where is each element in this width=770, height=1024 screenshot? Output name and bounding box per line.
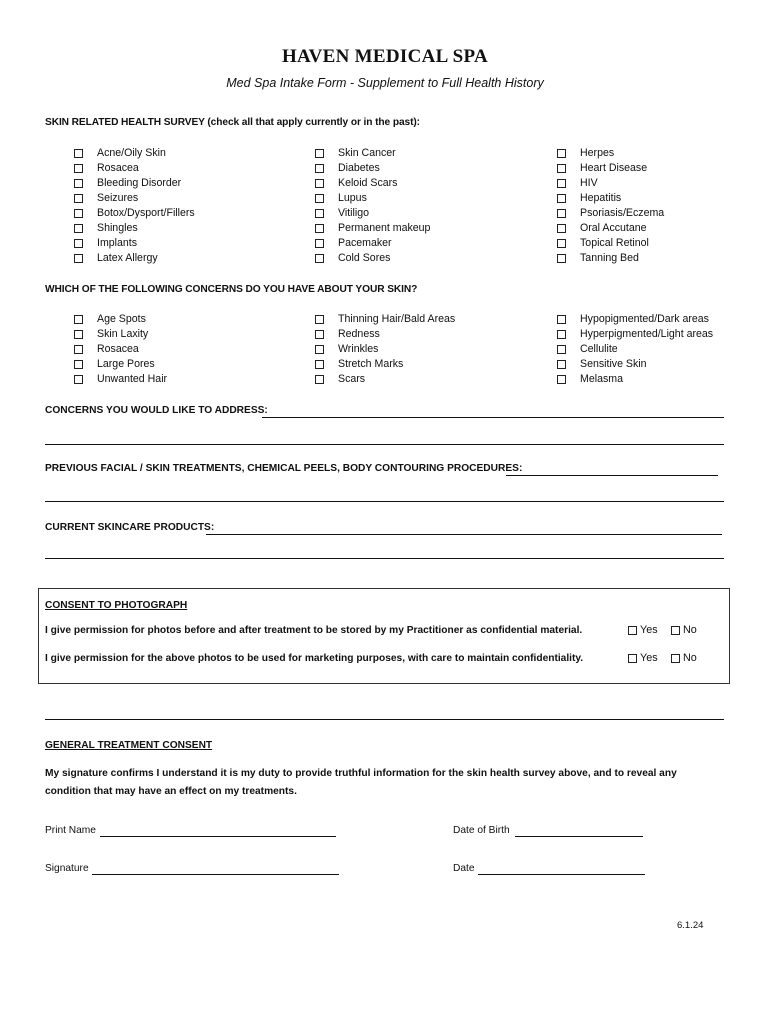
checklist-item[interactable] [557,206,664,221]
checkbox-icon[interactable] [557,209,566,218]
checklist-item[interactable] [315,176,430,191]
date-label: Date [453,863,475,874]
checklist-item-label: Acne/Oily Skin [97,147,166,159]
checkbox-icon[interactable] [74,179,83,188]
form-title: HAVEN MEDICAL SPA [281,46,489,67]
checkbox-icon[interactable] [74,164,83,173]
checklist-item-label: Cold Sores [338,252,391,264]
survey-column-3 [557,146,664,266]
checklist-item[interactable] [74,372,167,387]
photo-q2-no[interactable]: No [671,652,697,664]
checklist-item-label: Wrinkles [338,343,379,355]
checklist-item[interactable] [557,236,664,251]
checklist-item[interactable] [315,206,430,221]
checklist-item-label: Thinning Hair/Bald Areas [338,313,456,325]
general-consent-heading: GENERAL TREATMENT CONSENT [45,740,213,751]
checklist-item-label: Tanning Bed [580,252,639,264]
checklist-item-label: Hyperpigmented/Light areas [580,328,714,340]
address-line-1[interactable] [262,417,724,418]
checkbox-icon[interactable] [315,179,324,188]
checklist-item-label: Rosacea [97,343,139,355]
dob-label: Date of Birth [453,825,510,836]
checkbox-icon[interactable] [74,194,83,203]
checkbox-icon[interactable] [628,654,637,663]
photo-consent-heading: CONSENT TO PHOTOGRAPH [45,600,188,611]
checklist-item[interactable] [74,251,195,266]
checklist-item-label: Pacemaker [338,237,392,249]
address-line-2[interactable] [45,444,724,445]
address-label: CONCERNS YOU WOULD LIKE TO ADDRESS: [45,405,268,416]
checkbox-icon[interactable] [557,315,566,324]
checkbox-icon[interactable] [74,315,83,324]
checkbox-icon[interactable] [74,239,83,248]
checklist-item-label: Unwanted Hair [97,373,168,385]
dob-line[interactable] [515,836,643,837]
checklist-item-label: Lupus [338,192,367,204]
checklist-item-label: Rosacea [97,162,139,174]
checkbox-icon[interactable] [315,375,324,384]
checklist-item-label: Shingles [97,222,138,234]
checklist-item[interactable] [315,312,455,327]
checklist-item-label: Large Pores [97,358,155,370]
checklist-item[interactable] [557,191,664,206]
checklist-item[interactable] [74,191,195,206]
checklist-item[interactable] [557,312,713,327]
checklist-item[interactable] [315,372,455,387]
checklist-item-label: Scars [338,373,366,385]
checklist-item-label: Topical Retinol [580,237,649,249]
photo-consent-q1: I give permission for photos before and after treatment to be stored by my Practitioner as confidential material. [45,625,583,636]
photo-q2-yes[interactable]: Yes [628,652,658,664]
checklist-item-label: Redness [338,328,380,340]
checklist-item[interactable] [74,161,195,176]
previous-treatments-line-1[interactable] [506,475,718,476]
checklist-item[interactable] [557,372,713,387]
checklist-item-label: Keloid Scars [338,177,398,189]
checklist-item-label: Skin Cancer [338,147,396,159]
skincare-line-1[interactable] [206,534,722,535]
checklist-item-label: Hypopigmented/Dark areas [580,313,709,325]
checkbox-icon[interactable] [315,209,324,218]
concerns-column-3 [557,312,713,387]
checklist-item[interactable] [315,236,430,251]
checklist-item-label: Sensitive Skin [580,358,647,370]
checklist-item[interactable] [315,357,455,372]
checkbox-icon[interactable] [74,149,83,158]
checkbox-icon[interactable] [557,330,566,339]
checkbox-icon[interactable] [74,360,83,369]
checkbox-icon[interactable] [557,224,566,233]
checkbox-icon[interactable] [557,345,566,354]
checkbox-icon[interactable] [315,345,324,354]
checklist-item[interactable] [74,146,195,161]
checklist-item[interactable] [557,357,713,372]
checklist-item-label: Melasma [580,373,623,385]
checklist-item[interactable] [315,146,430,161]
previous-treatments-line-2[interactable] [45,501,724,502]
checklist-item[interactable] [74,312,167,327]
checkbox-icon[interactable] [557,179,566,188]
checklist-item-label: Permanent makeup [338,222,431,234]
general-consent-line-2: condition that may have an effect on my treatments. [45,786,297,797]
checklist-item[interactable] [315,161,430,176]
checklist-item-label: Stretch Marks [338,358,404,370]
checklist-item[interactable] [315,221,430,236]
photo-q1-no[interactable]: No [671,624,697,636]
signature-line[interactable] [92,874,339,875]
checkbox-icon[interactable] [315,224,324,233]
checklist-item[interactable] [74,342,167,357]
checklist-item-label: Psoriasis/Eczema [580,207,665,219]
skincare-label: CURRENT SKINCARE PRODUCTS: [45,522,215,533]
checklist-item[interactable] [315,251,430,266]
checklist-item-label: Herpes [580,147,615,159]
checkbox-icon[interactable] [557,149,566,158]
checkbox-icon[interactable] [557,254,566,263]
checkbox-icon[interactable] [671,654,680,663]
version-number: 6.1.24 [677,920,704,931]
checklist-item[interactable] [315,327,455,342]
photo-q1-yes[interactable]: Yes [628,624,658,636]
checklist-item-label: Diabetes [338,162,380,174]
checklist-item[interactable] [315,191,430,206]
checklist-item[interactable] [74,176,195,191]
checkbox-icon[interactable] [315,194,324,203]
checklist-item[interactable] [315,342,455,357]
checkbox-icon[interactable] [315,254,324,263]
previous-treatments-label: PREVIOUS FACIAL / SKIN TREATMENTS, CHEMICAL PEELS, BODY CONTOURING PROCEDURES: [45,463,523,474]
checklist-item[interactable] [557,342,713,357]
checkbox-icon[interactable] [74,375,83,384]
concerns-heading: WHICH OF THE FOLLOWING CONCERNS DO YOU HAVE ABOUT YOUR SKIN? [45,284,418,295]
checklist-item-label: Botox/Dysport/Fillers [97,207,195,219]
checklist-item-label: Vitiligo [338,207,370,219]
checkbox-icon[interactable] [74,254,83,263]
checklist-item[interactable] [74,327,167,342]
survey-column-1 [74,146,195,266]
checklist-item[interactable] [74,221,195,236]
checklist-item-label: Implants [97,237,138,249]
checklist-item[interactable] [74,236,195,251]
checkbox-icon[interactable] [557,360,566,369]
checklist-item-label: Latex Allergy [97,252,158,264]
checklist-item[interactable] [557,146,664,161]
checkbox-icon[interactable] [557,375,566,384]
checklist-item[interactable] [557,327,713,342]
checklist-item[interactable] [74,206,195,221]
checklist-item-label: Cellulite [580,343,618,355]
checklist-item-label: Age Spots [97,313,146,325]
survey-heading: SKIN RELATED HEALTH SURVEY (check all that apply currently or in the past): [45,117,420,128]
checklist-item[interactable] [557,161,664,176]
checkbox-icon[interactable] [315,330,324,339]
checkbox-icon[interactable] [74,209,83,218]
signature-label: Signature [45,863,89,874]
checkbox-icon[interactable] [315,164,324,173]
checklist-item-label: Hepatitis [580,192,622,204]
date-line[interactable] [478,874,645,875]
print-name-label: Print Name [45,825,96,836]
checklist-item[interactable] [74,357,167,372]
checkbox-icon[interactable] [315,239,324,248]
checkbox-icon[interactable] [557,239,566,248]
checklist-item-label: Oral Accutane [580,222,647,234]
checkbox-icon[interactable] [74,330,83,339]
checkbox-icon[interactable] [74,345,83,354]
print-name-line[interactable] [100,836,336,837]
checkbox-icon[interactable] [315,315,324,324]
checklist-item[interactable] [557,221,664,236]
checklist-item-label: HIV [580,177,598,189]
checklist-item[interactable] [557,251,664,266]
checkbox-icon[interactable] [557,164,566,173]
checkbox-icon[interactable] [671,626,680,635]
general-consent-line-1: My signature confirms I understand it is my duty to provide truthful information for the skin health survey above, and to reveal any [45,768,677,779]
checklist-item-label: Bleeding Disorder [97,177,182,189]
divider-line [45,719,724,720]
skincare-line-2[interactable] [45,558,724,559]
form-subtitle: Med Spa Intake Form - Supplement to Full Health History [226,76,544,90]
checklist-item-label: Seizures [97,192,139,204]
photo-consent-q2: I give permission for the above photos to be used for marketing purposes, with care to maintain confidentiality. [45,653,584,664]
checklist-item-label: Skin Laxity [97,328,149,340]
checkbox-icon[interactable] [315,360,324,369]
concerns-column-2 [315,312,455,387]
checklist-item-label: Heart Disease [580,162,648,174]
checklist-item[interactable] [557,176,664,191]
survey-column-2 [315,146,430,266]
checkbox-icon[interactable] [74,224,83,233]
checkbox-icon[interactable] [628,626,637,635]
concerns-column-1 [74,312,167,387]
checkbox-icon[interactable] [315,149,324,158]
checkbox-icon[interactable] [557,194,566,203]
